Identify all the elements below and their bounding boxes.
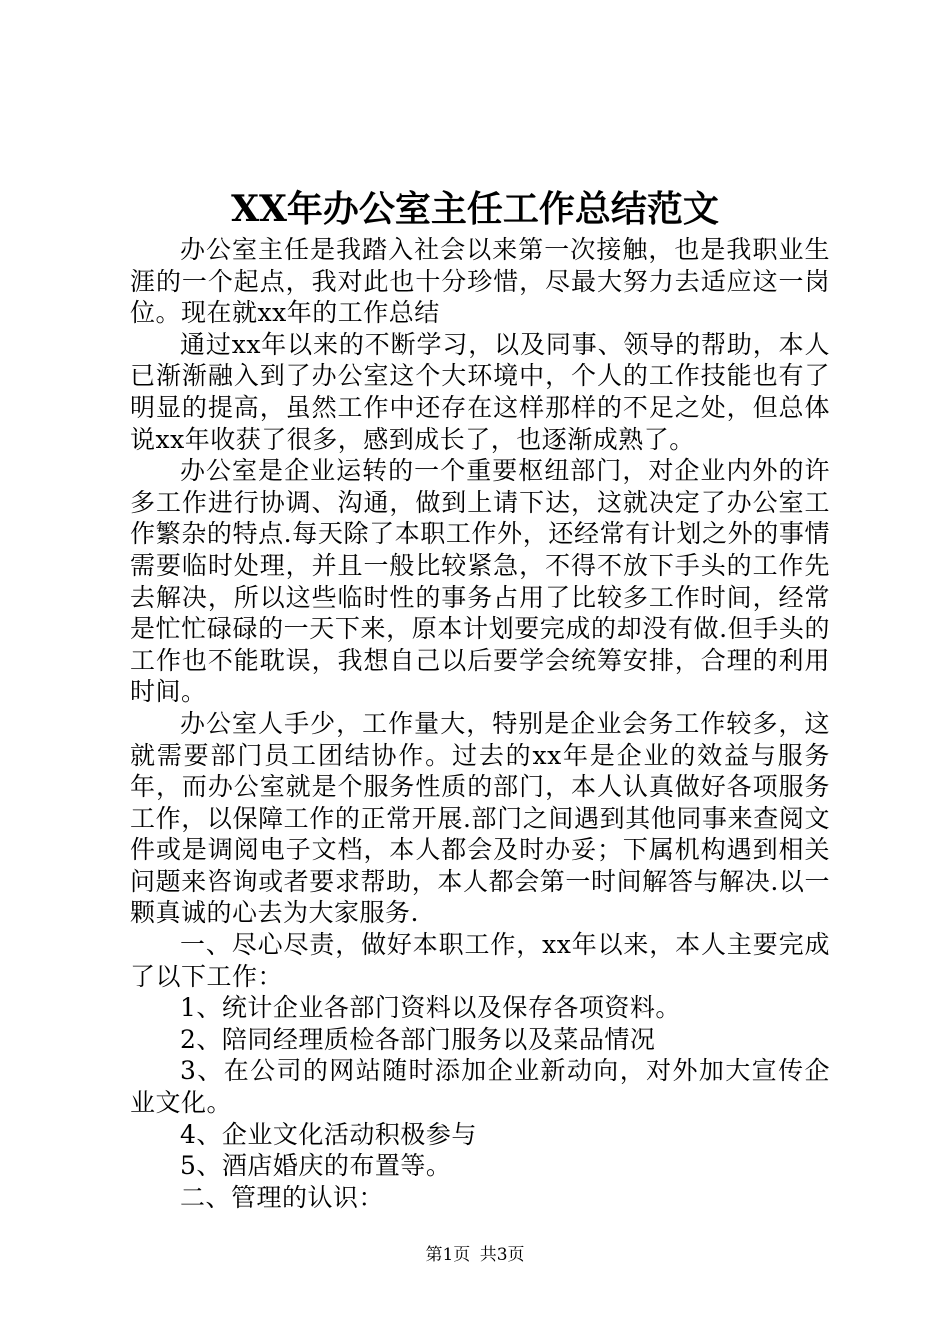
list-item: 4、企业文化活动积极参与 (180, 1119, 477, 1149)
page-footer (0, 1243, 950, 1267)
document-title: XX年办公室主任工作总结范文 (231, 188, 719, 230)
document-body (130, 234, 830, 1213)
list-item: 3、在公司的网站随时添加企业新动向，对外加大宣传企业文化。 (130, 1056, 830, 1118)
paragraph: 办公室人手少，工作量大，特别是企业会务工作较多，这就需要部门员工团结协作。过去的xx年是企业的效益与服务年，而办公室就是个服务性质的部门，本人认真做好各项服务工作，以保障工作的正常开展.部门之间遇到其他同事来查阅文件或是调阅电子文档，本人都会及时办妥；下属机构遇到相关问题来咨询或者要求帮助，本人都会第一时间解答与解决.以一颗真诚的心去为大家服务. (130, 708, 830, 928)
paragraph: 通过xx年以来的不断学习，以及同事、领导的帮助，本人已渐渐融入到了办公室这个大环境中，个人的工作技能也有了明显的提高，虽然工作中还存在这样那样的不足之处，但总体说xx年收获了很多，感到成长了，也逐渐成熟了。 (130, 329, 830, 454)
page-total: 共3页 (479, 1245, 525, 1265)
list-item: 2、陪同经理质检各部门服务以及菜品情况 (180, 1024, 656, 1054)
list-item: 1、统计企业各部门资料以及保存各项资料。 (180, 993, 681, 1023)
paragraph: 办公室主任是我踏入社会以来第一次接触，也是我职业生涯的一个起点，我对此也十分珍惜，尽最大努力去适应这一岗位。现在就xx年的工作总结 (130, 235, 830, 328)
section-heading-2: 二、管理的认识： (180, 1182, 385, 1212)
list-item: 5、酒店婚庆的布置等。 (180, 1151, 452, 1181)
page-number: 第1页 (425, 1245, 471, 1265)
section-heading-1: 一、尽心尽责，做好本职工作，xx年以来，本人主要完成了以下工作： (130, 930, 830, 991)
paragraph: 办公室是企业运转的一个重要枢纽部门，对企业内外的许多工作进行协调、沟通，做到上请下达，这就决定了办公室工作繁杂的特点.每天除了本职工作外，还经常有计划之外的事情需要临时处理，并且一般比较紧急，不得不放下手头的工作先去解决，所以这些临时性的事务占用了比较多工作时间，经常是忙忙碌碌的一天下来，原本计划要完成的却没有做.但手头的工作也不能耽误，我想自己以后要学会统筹安排，合理的利用时间。 (130, 456, 830, 707)
